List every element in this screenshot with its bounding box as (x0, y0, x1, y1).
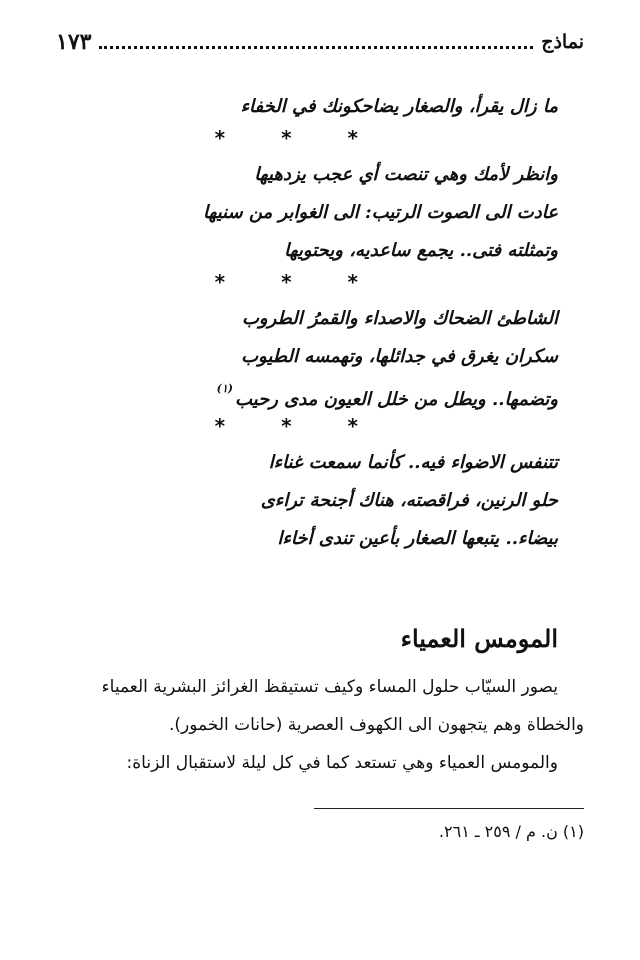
verse-line: حلو الرنين، فراقصته، هناك أجنحة تراءى (260, 490, 558, 511)
footnote: (١) ن. م / ٢٥٩ ـ ٢٦١. (438, 822, 584, 841)
verse-line: وانظر لأمك وهي تنصت أي عجب يزدهيها (254, 164, 558, 185)
verse-line: عادت الى الصوت الرتيب: الى الغوابر من سنيها (202, 202, 558, 223)
verse-line: تتنفس الاضواء فيه.. كأنما سمعت غناءا (268, 452, 558, 473)
verse-text: وتضمها.. ويطل من خلل العيون مدى رحيب (234, 389, 558, 410)
poem-block (56, 88, 558, 558)
star-icon: * (214, 126, 226, 150)
star-icon: * (347, 126, 358, 150)
stanza-separator (56, 126, 558, 156)
page-number: ١٧٣ (56, 29, 92, 55)
star-icon: * (281, 414, 292, 438)
verse-line: بيضاء.. يتبعها الصغار بأعين تندى أخاءا (277, 528, 558, 549)
paragraph: والمومس العمياء وهي تستعد كما في كل ليلة لاستقبال الزناة: (126, 753, 558, 773)
verse-line: الشاطئ الضحاك والاصداء والقمرُ الطروب (241, 308, 558, 329)
verse-line-with-footnote (56, 376, 558, 414)
section-heading: المومس العمياء (400, 624, 558, 653)
star-icon: * (214, 414, 226, 438)
star-icon: * (281, 126, 292, 150)
leader-dots (99, 46, 533, 49)
page-header (56, 24, 584, 60)
star-icon: * (281, 270, 292, 294)
verse-line: ما زال يقرأ، والصغار يضاحكونك في الخفاء (240, 96, 558, 117)
running-title: نماذج (541, 31, 584, 53)
verse-line: وتمثلته فتى.. يجمع ساعديه، ويحتويها (284, 240, 558, 261)
stanza-separator (56, 414, 558, 444)
star-icon: * (347, 414, 358, 438)
footnote-divider (314, 808, 584, 809)
paragraph-line: يصور السيّاب حلول المساء وكيف تستيقظ الغرائز البشرية العمياء (101, 677, 558, 697)
paragraph-line: والخطاة وهم يتجهون الى الكهوف العصرية (حانات الخمور). (168, 715, 584, 735)
section-body (40, 668, 584, 782)
footnote-marker: (١) (216, 382, 233, 395)
stanza-separator (56, 270, 558, 300)
star-icon: * (347, 270, 358, 294)
verse-line: سكران يغرق في جدائلها، وتهمسه الطيوب (241, 346, 558, 367)
star-icon: * (214, 270, 226, 294)
